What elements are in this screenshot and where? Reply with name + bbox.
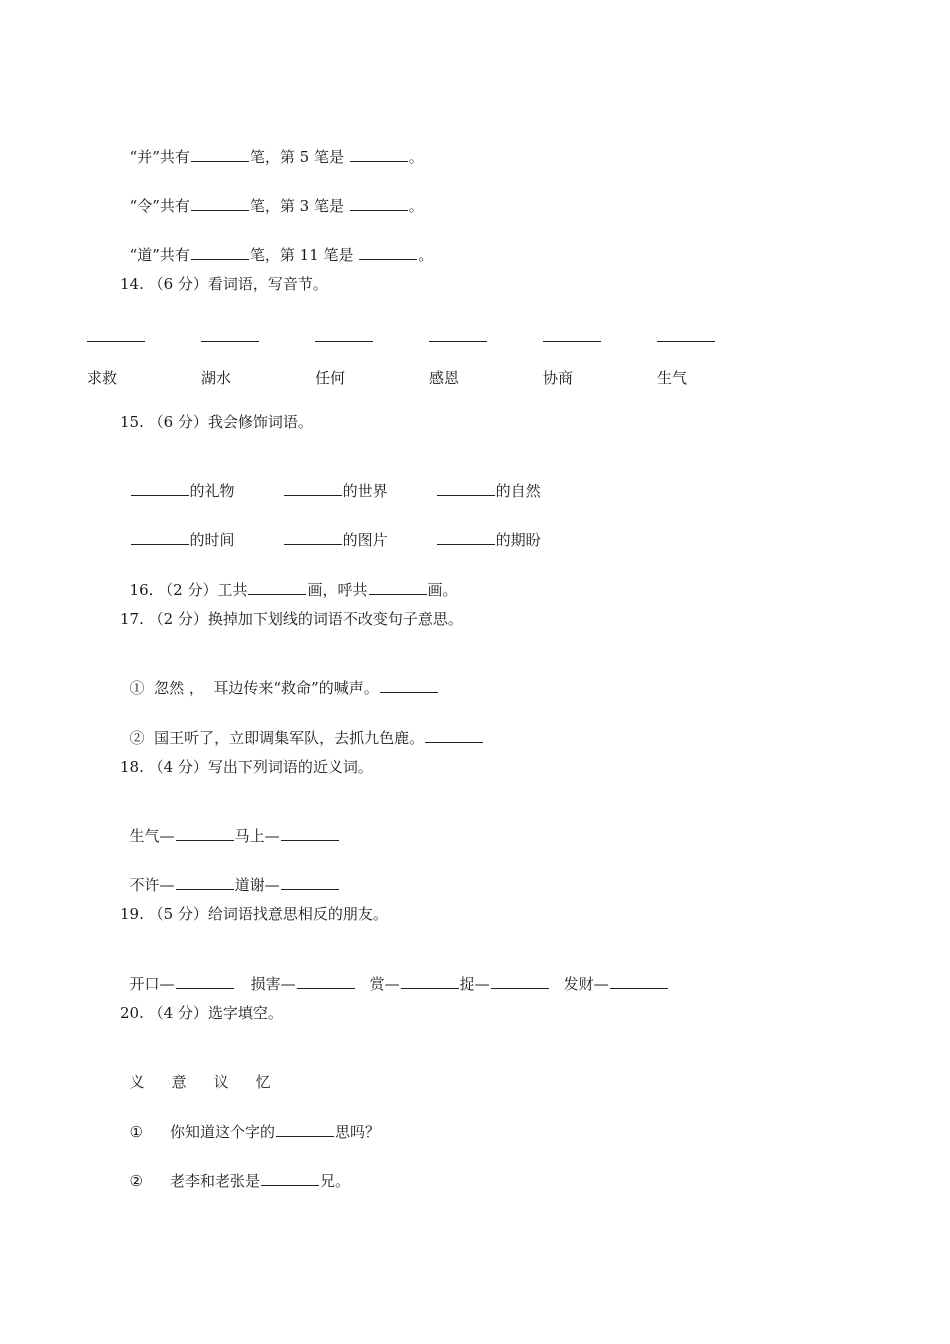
answer-blank[interactable] [350, 147, 408, 162]
pinyin-blank[interactable] [315, 341, 373, 342]
q15-word: 的自然 [495, 482, 541, 500]
stroke-question-1 [120, 127, 424, 167]
q18-row-2 [120, 855, 340, 895]
q19-word: 发财— [563, 975, 609, 993]
q19-word: 赏— [369, 975, 400, 993]
q17-sentence-2 [120, 708, 484, 748]
question-text: 。 [408, 197, 424, 215]
q15-title: 15. （6 分）我会修饰词语。 [120, 413, 313, 431]
q15-row-1 [120, 461, 541, 501]
question-text: 16. （2 分）工共 [129, 581, 248, 599]
answer-blank[interactable] [191, 147, 249, 162]
pinyin-blank[interactable] [429, 341, 487, 342]
answer-blank[interactable] [176, 875, 234, 890]
q14-word: 湖水 [201, 369, 232, 387]
q19-row [120, 954, 669, 994]
answer-blank[interactable] [297, 974, 355, 989]
answer-blank[interactable] [437, 530, 495, 545]
answer-blank[interactable] [437, 481, 495, 496]
question-text: 画。 [427, 581, 458, 599]
pinyin-blank[interactable] [657, 341, 715, 342]
q20-sentence-2 [120, 1151, 350, 1191]
char-option: 议 [213, 1073, 229, 1091]
pinyin-blank[interactable] [87, 341, 145, 342]
answer-blank[interactable] [131, 481, 189, 496]
q17-title: 17. （2 分）换掉加下划线的词语不改变句子意思。 [120, 610, 463, 628]
q14-word: 协商 [543, 369, 574, 387]
question-text: “并”共有 [129, 148, 190, 166]
q15-word: 的世界 [342, 482, 388, 500]
q18-word: 道谢— [234, 876, 280, 894]
question-text: 画，呼共 [307, 581, 368, 599]
answer-blank[interactable] [176, 826, 234, 841]
pinyin-blank[interactable] [201, 341, 259, 342]
sentence-text: 兄。 [320, 1172, 351, 1190]
question-text: 笔，第 5 笔是 [249, 148, 344, 166]
sentence-text: 老李和老张是 [170, 1172, 261, 1190]
sentence-number: ② [129, 1172, 143, 1190]
q18-word: 马上— [234, 827, 280, 845]
q15-row-2 [120, 510, 541, 550]
question-text: 。 [408, 148, 424, 166]
answer-blank[interactable] [284, 530, 342, 545]
q14-word: 任何 [315, 369, 346, 387]
answer-blank[interactable] [176, 974, 234, 989]
q18-title: 18. （4 分）写出下列词语的近义词。 [120, 758, 373, 776]
q14-word: 感恩 [429, 369, 460, 387]
q20-title: 20. （4 分）选字填空。 [120, 1004, 283, 1022]
q14-word: 求救 [87, 369, 118, 387]
answer-blank[interactable] [610, 974, 668, 989]
answer-blank[interactable] [284, 481, 342, 496]
answer-blank[interactable] [281, 875, 339, 890]
q20-char-options [120, 1052, 271, 1092]
answer-blank[interactable] [401, 974, 459, 989]
q14-title: 14. （6 分）看词语，写音节。 [120, 275, 328, 293]
answer-blank[interactable] [369, 580, 427, 595]
question-text: 笔，第 3 笔是 [249, 197, 344, 215]
answer-blank[interactable] [380, 678, 438, 693]
q19-title: 19. （5 分）给词语找意思相反的朋友。 [120, 905, 388, 923]
question-text: “令”共有 [129, 197, 190, 215]
question-text: “道”共有 [129, 246, 190, 264]
answer-blank[interactable] [131, 530, 189, 545]
sentence-text: ① 忽然 ， 耳边传来“救命”的喊声。 [129, 679, 379, 697]
q18-word: 生气— [129, 827, 175, 845]
answer-blank[interactable] [491, 974, 549, 989]
answer-blank[interactable] [276, 1122, 334, 1137]
q15-word: 的图片 [342, 531, 388, 549]
char-option: 义 [129, 1073, 145, 1091]
answer-blank[interactable] [425, 728, 483, 743]
q19-word: 捉— [459, 975, 490, 993]
q14-word: 生气 [657, 369, 688, 387]
q16-question [120, 560, 458, 600]
q18-word: 不许— [129, 876, 175, 894]
question-text: 笔，第 11 笔是 [249, 246, 354, 264]
char-option: 忆 [255, 1073, 271, 1091]
answer-blank[interactable] [191, 245, 249, 260]
q19-word: 开口— [129, 975, 175, 993]
stroke-question-3 [120, 225, 433, 265]
pinyin-blank[interactable] [543, 341, 601, 342]
answer-blank[interactable] [261, 1171, 319, 1186]
sentence-text: 你知道这个字的 [170, 1123, 276, 1141]
answer-blank[interactable] [248, 580, 306, 595]
stroke-question-2 [120, 176, 424, 216]
question-text: 。 [418, 246, 434, 264]
q20-sentence-1 [120, 1102, 380, 1142]
answer-blank[interactable] [350, 196, 408, 211]
sentence-text: 思吗？ [335, 1123, 381, 1141]
q15-word: 的时间 [189, 531, 235, 549]
q19-word: 损害— [250, 975, 296, 993]
q15-word: 的礼物 [189, 482, 235, 500]
q15-word: 的期盼 [495, 531, 541, 549]
sentence-number: ① [129, 1123, 143, 1141]
answer-blank[interactable] [359, 245, 417, 260]
answer-blank[interactable] [281, 826, 339, 841]
answer-blank[interactable] [191, 196, 249, 211]
sentence-text: ② 国王听了，立即调集军队，去抓九色鹿。 [129, 729, 425, 747]
q17-sentence-1 [120, 658, 439, 698]
char-option: 意 [171, 1073, 187, 1091]
q18-row-1 [120, 806, 340, 846]
